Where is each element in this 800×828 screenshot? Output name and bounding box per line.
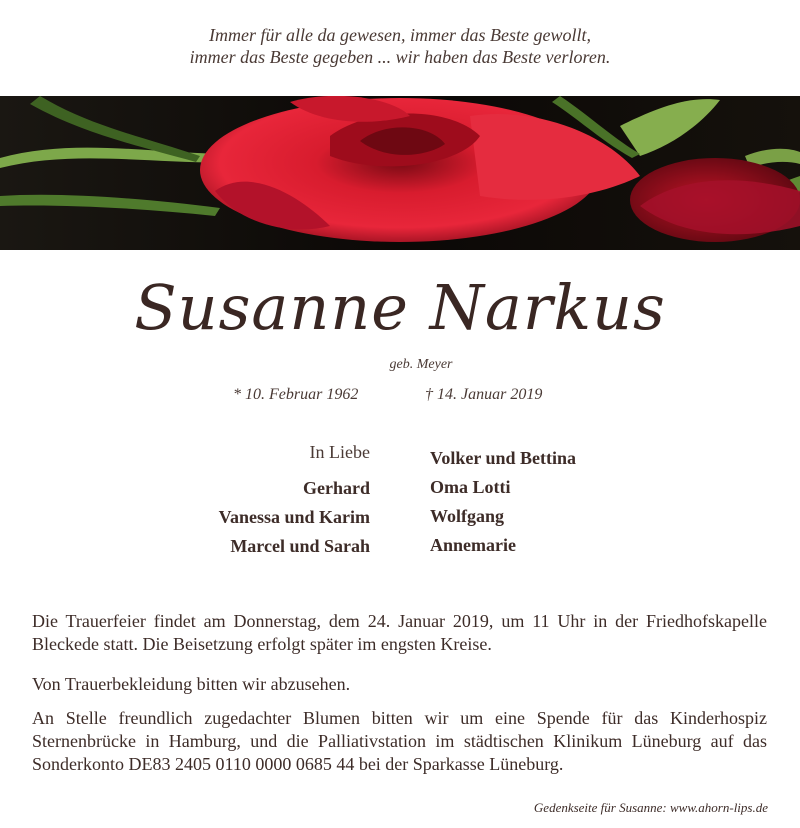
family-member: Annemarie (430, 535, 516, 555)
quote-line-2: immer das Beste gegeben ... wir haben das Beste verloren. (189, 47, 611, 67)
rose-photo (0, 96, 800, 250)
deceased-name: Susanne Narkus (134, 271, 666, 344)
family-member: Gerhard (303, 478, 370, 498)
memorial-quote (0, 24, 800, 68)
family-left-column (219, 441, 370, 561)
in-liebe-label: In Liebe (309, 442, 370, 462)
donation-paragraph: An Stelle freundlich zugedachter Blumen bitten wir um eine Spende für das Kinderhospiz Sternenbrücke in Hamburg, und die Palliativstation im städtischen Klinikum Lüneburg auf das Sonderkonto DE83 2405 0110 0000 0685 44 bei der Sparkasse Lüneburg. (32, 708, 767, 774)
quote-line-1: Immer für alle da gewesen, immer das Beste gewollt, (209, 25, 591, 45)
family-member: Wolfgang (430, 506, 505, 526)
birth-name-row (0, 357, 800, 373)
family-member: Marcel und Sarah (230, 536, 370, 556)
birth-date: * 10. Februar 1962 (233, 386, 359, 403)
clothing-paragraph: Von Trauerbekleidung bitten wir abzusehen. (32, 674, 351, 694)
memorial-page-link[interactable]: Gedenkseite für Susanne: www.ahorn-lips.de (533, 800, 768, 815)
family-member: Volker und Bettina (430, 448, 577, 468)
family-member: Oma Lotti (430, 477, 511, 497)
family-member: Vanessa und Karim (218, 507, 370, 527)
death-date: † 14. Januar 2019 (425, 386, 543, 403)
funeral-paragraph: Die Trauerfeier findet am Donnerstag, dem 24. Januar 2019, um 11 Uhr in der Friedhofskapelle Bleckede statt. Die Beisetzung erfolgt später im engsten Kreise. (32, 611, 767, 654)
family-right-column (430, 444, 576, 560)
birth-name: geb. Meyer (389, 357, 453, 372)
